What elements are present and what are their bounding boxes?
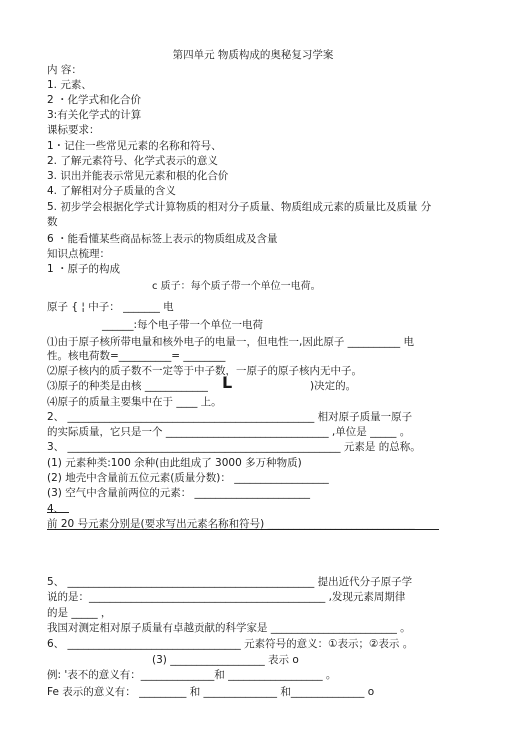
- text-line: ⑷原子的质量主要集中在于 ____ 上。: [47, 396, 222, 408]
- text-line: ⑵原子核内的质子数不一定等于中子数，一原子的原子核内无中子。: [47, 365, 362, 377]
- text-line: 的实际质量，它只是一个 _______________________________ ,单位是 _____ 。: [47, 426, 411, 438]
- text-line: 6 ・能看懂某些商品标签上表示的物质组成及含量: [47, 233, 278, 245]
- text-line: 2 ・化学式和化合价: [47, 94, 142, 106]
- text-line: Fe 表示的意义有： _________ 和 ______________ 和______________ o: [47, 686, 375, 698]
- text-line: 1 ・原子的构成: [47, 263, 121, 275]
- document-title: 第四单元 物质构成的奥秘复习学案: [172, 49, 334, 61]
- text-line: ⑴由于原子核所带电量和核外电子的电量一，但电性一,因此原子 __________ 电: [47, 336, 415, 348]
- text-line: 数: [47, 216, 58, 228]
- text-line: 5. 初步学会根据化学式计算物质的相对分子质量、物质组成元素的质量比及质量 分: [47, 201, 432, 213]
- text-line: 前 20 号元素分别是(要求写出元素名称和符号) ____________________________: [47, 518, 415, 530]
- text-line: 1・记住一些常见元素的名称和符号、: [47, 140, 222, 152]
- text-line: (2) 地壳中含量前五位元素(质量分数)： __________________: [47, 472, 329, 484]
- text-line: 例: '表不的意义有：______________和 __________________ 。: [47, 669, 337, 681]
- text-line: 2、 _______________________________________________ 相对原子质量一原子: [47, 411, 413, 423]
- text-line: 4. 了解相对分子质量的含义: [47, 185, 176, 197]
- text-line: 4、: [47, 503, 65, 515]
- underline: [47, 512, 69, 513]
- text-line: (3) __________________ 表示 o: [152, 654, 299, 666]
- text-line: 说的是：_____________________________________________ ,发现元素周期律: [47, 591, 406, 603]
- handwritten-mark: L: [222, 373, 233, 392]
- text-line: 3、 ____________________________________________________ 元素是 的总称。: [47, 441, 421, 453]
- text-line: (1) 元素种类:100 余种(由此组成了 3000 多万种物质): [47, 457, 302, 469]
- text-line: 3. 识出并能表示常见元素和根的化合价: [47, 170, 229, 182]
- text-line: 1. 元素、: [47, 79, 92, 91]
- text-line: ⑶原子的种类是由核 ____________: [47, 380, 208, 392]
- text-line: 6、 _________________________________ 元素符号的意义：①表示；②表示 。: [47, 638, 414, 650]
- underline: [47, 529, 439, 530]
- text-line: 原子 { ¦ 中子： _______ 电: [47, 301, 174, 313]
- text-line: (3) 空气中含量前两位的元素： ______________________: [47, 487, 311, 499]
- text-line: ______:每个电子带一个单位一电荷: [102, 319, 264, 331]
- text-line: 课标要求：: [47, 124, 100, 136]
- text-line: 我国对测定相对原子质量有卓越贡献的科学家是 ________________________ 。: [47, 622, 411, 634]
- text-line: 2. 了解元素符号、化学式表示的意义: [47, 155, 218, 167]
- text-line: 的是 _____ ，: [47, 607, 112, 619]
- text-line: 内 容：: [47, 64, 82, 76]
- text-line: 5、 _______________________________________________ 提出近代分子原子学: [47, 576, 413, 588]
- text-line: c 质子：每个质子带一个单位一电荷。: [152, 281, 321, 292]
- text-line: )决定的。: [310, 380, 357, 392]
- text-line: 知识点梳理：: [47, 248, 110, 260]
- text-line: 3:有关化学式的计算: [47, 109, 142, 121]
- text-line: 性。核电荷数=__________= ________: [47, 350, 226, 362]
